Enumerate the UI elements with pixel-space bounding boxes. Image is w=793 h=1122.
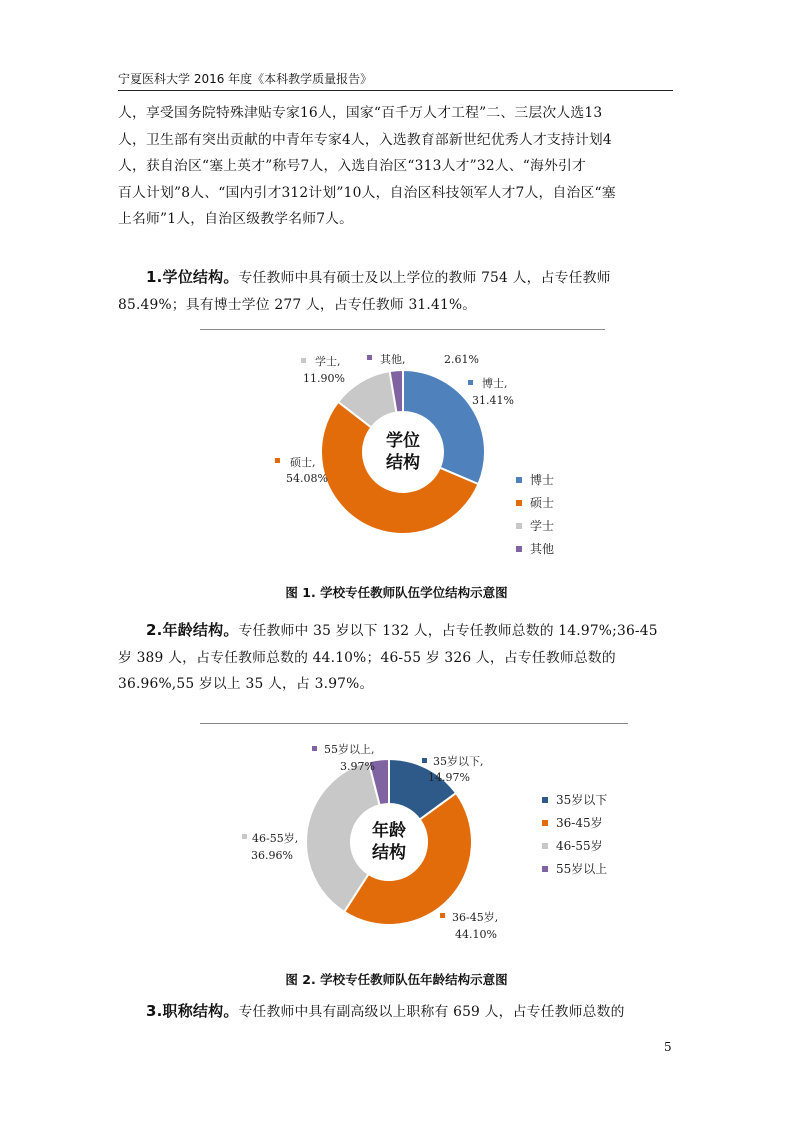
data-label-marker bbox=[422, 758, 427, 763]
legend-swatch bbox=[516, 477, 522, 483]
section-heading: 1.学位结构。 bbox=[146, 268, 239, 286]
legend-swatch bbox=[542, 843, 548, 849]
legend-label: 硕士 bbox=[530, 496, 555, 510]
section-text: 专任教师中 35 岁以下 132 人，占专任教师总数的 14.97%;36-45 bbox=[238, 623, 658, 639]
data-label-category: 36-45岁, bbox=[452, 911, 499, 924]
data-label-category: 硕士, bbox=[290, 456, 316, 469]
data-label-value: 36.96% bbox=[251, 849, 293, 862]
section-degree-structure bbox=[118, 264, 678, 318]
data-label-category: 35岁以下, bbox=[433, 755, 484, 768]
section-text: 专任教师中具有副高级以上职称有 659 人，占专任教师总数的 bbox=[238, 1004, 625, 1020]
data-label-marker bbox=[242, 834, 247, 839]
section-text: 专任教师中具有硕士及以上学位的教师 754 人，占专任教师 bbox=[238, 270, 611, 286]
legend-label: 55岁以上 bbox=[556, 862, 608, 876]
chart-top-rule bbox=[200, 329, 605, 330]
data-label-marker bbox=[301, 358, 306, 363]
donut-center-label: 学位 bbox=[386, 431, 420, 451]
figure-caption: 图 1. 学校专任教师队伍学位结构示意图 bbox=[285, 585, 508, 600]
data-label-value: 31.41% bbox=[472, 394, 514, 407]
figure-caption: 图 2. 学校专任教师队伍年龄结构示意图 bbox=[285, 972, 508, 987]
section-title-structure bbox=[118, 998, 678, 1026]
donut-center-label: 结构 bbox=[372, 843, 406, 863]
data-label-marker bbox=[312, 746, 317, 751]
data-label-marker bbox=[440, 913, 445, 918]
data-label-category: 博士, bbox=[482, 377, 508, 390]
age-structure-donut-chart bbox=[200, 738, 628, 953]
legend-label: 46-55岁 bbox=[556, 839, 603, 853]
legend-swatch bbox=[516, 523, 522, 529]
donut-center-label: 结构 bbox=[386, 453, 420, 473]
chart-top-rule bbox=[200, 723, 628, 724]
page-number: 5 bbox=[664, 1040, 672, 1054]
data-label-value: 2.61% bbox=[444, 353, 479, 366]
legend-label: 学士 bbox=[530, 519, 555, 533]
intro-line: 百人计划”8人、“国内引才312计划”10人，自治区科技领军人才7人，自治区“塞 bbox=[118, 184, 616, 201]
data-label-marker bbox=[468, 380, 473, 385]
section-text: 岁 389 人，占专任教师总数的 44.10%；46-55 岁 326 人，占专任教师总数的 bbox=[118, 649, 616, 666]
data-label-value: 14.97% bbox=[428, 771, 470, 784]
donut-center-label: 年龄 bbox=[372, 821, 406, 841]
section-text: 85.49%；具有博士学位 277 人，占专任教师 31.41%。 bbox=[118, 296, 477, 313]
legend-swatch bbox=[516, 546, 522, 552]
legend-label: 35岁以下 bbox=[556, 793, 608, 807]
data-label-category: 其他, bbox=[380, 353, 406, 366]
legend-label: 博士 bbox=[530, 473, 555, 487]
page-header bbox=[118, 70, 673, 91]
legend-swatch bbox=[542, 797, 548, 803]
intro-paragraph bbox=[118, 100, 678, 233]
intro-line: 人，享受国务院特殊津贴专家16人，国家“百千万人才工程”二、三层次人选13 bbox=[118, 105, 603, 121]
section-age-structure bbox=[118, 617, 678, 698]
section-heading: 3.职称结构。 bbox=[146, 1002, 239, 1020]
data-label-value: 44.10% bbox=[455, 928, 497, 941]
intro-line: 人，卫生部有突出贡献的中青年专家4人，入选教育部新世纪优秀人才支持计划4 bbox=[118, 131, 612, 148]
legend-swatch bbox=[542, 820, 548, 826]
section-heading: 2.年龄结构。 bbox=[146, 621, 239, 639]
data-label-value: 3.97% bbox=[340, 760, 375, 773]
header-title: 宁夏医科大学 2016 年度《本科教学质量报告》 bbox=[118, 72, 373, 86]
data-label-value: 54.08% bbox=[286, 472, 328, 485]
section-text: 36.96%,55 岁以上 35 人，占 3.97%。 bbox=[118, 676, 374, 692]
data-label-category: 55岁以上, bbox=[324, 743, 375, 756]
degree-structure-donut-chart bbox=[200, 340, 605, 570]
legend-label: 其他 bbox=[530, 542, 555, 556]
legend-swatch bbox=[516, 500, 522, 506]
legend-swatch bbox=[542, 866, 548, 872]
intro-line: 人，获自治区“塞上英才”称号7人，入选自治区“313人才”32人、“海外引才 bbox=[118, 158, 587, 174]
data-label-marker bbox=[367, 355, 372, 360]
data-label-category: 学士, bbox=[315, 355, 341, 368]
data-label-category: 46-55岁, bbox=[252, 832, 299, 845]
data-label-value: 11.90% bbox=[303, 372, 345, 385]
data-label-marker bbox=[275, 458, 280, 463]
legend-label: 36-45岁 bbox=[556, 816, 603, 830]
intro-line: 上名师”1人，自治区级教学名师7人。 bbox=[118, 211, 354, 227]
